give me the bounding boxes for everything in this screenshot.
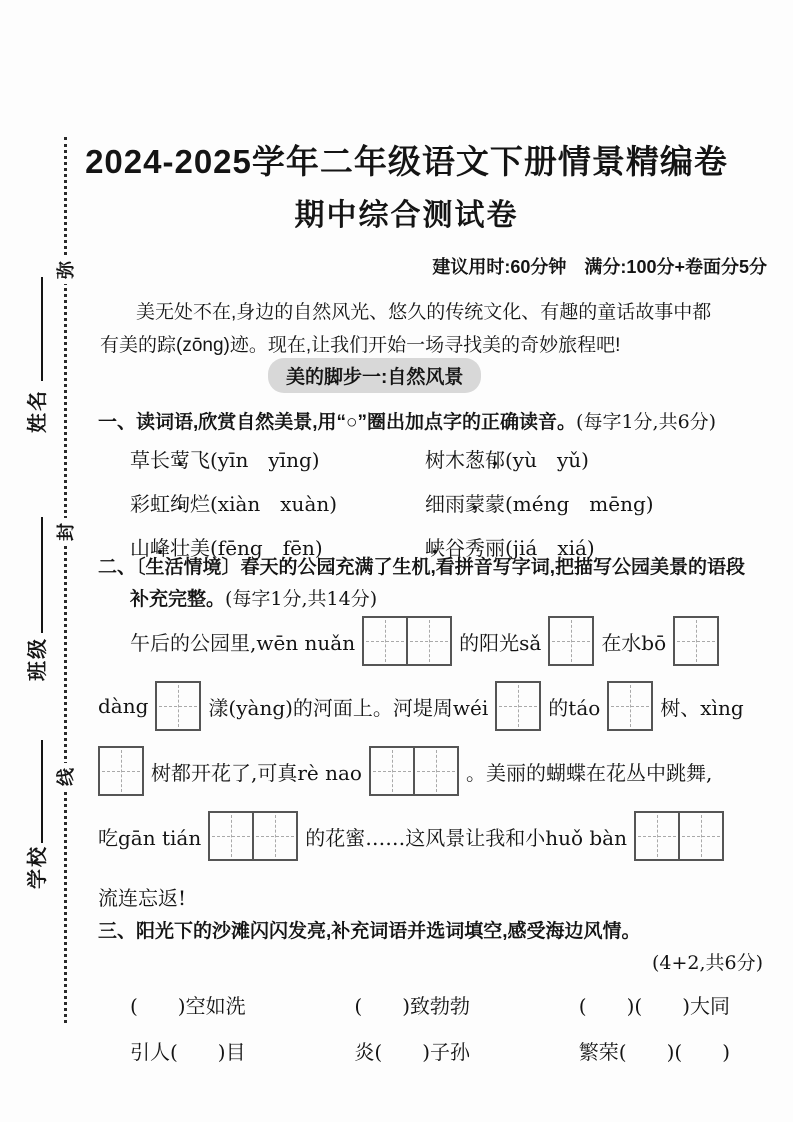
q1-word-grid: [130, 444, 760, 561]
q2-l2-text-d: 树、xìng: [660, 695, 744, 720]
q1-item-6-post: 谷秀丽(jiá xiá): [445, 536, 595, 560]
q2-heading-line1: 二、〔生活情境〕春天的公园充满了生机,看拼音写字词,把描写公园美景的语段: [98, 557, 746, 578]
q1-item-1-post: 飞(yīn yīng): [190, 448, 320, 472]
answer-cell[interactable]: [252, 813, 296, 859]
q2-l4-text-b: 的花蜜……这风景让我和小huǒ bàn: [305, 825, 627, 850]
q1-item-5-dotted-char: 峰 •: [150, 532, 170, 561]
school-blank-line[interactable]: [41, 740, 43, 843]
section-badge: 美的脚步一:自然风景: [268, 358, 481, 393]
q2-l2-text-a: dàng: [98, 694, 149, 718]
q3-fill-row2: [130, 1036, 730, 1065]
q2-passage-line2: [98, 681, 744, 731]
q1-item-1-dotted-char: 莺 •: [170, 444, 190, 473]
q3-phrase-3: ( )( )大同: [578, 994, 730, 1018]
q3-heading: 三、阳光下的沙滩闪闪发亮,补充词语并选词填空,感受海边风情。: [98, 921, 641, 942]
answer-box-1cell[interactable]: [155, 681, 201, 731]
answer-box-2cell[interactable]: [362, 616, 452, 666]
answer-cell[interactable]: [364, 618, 406, 664]
q1-heading: [98, 407, 716, 434]
answer-cell[interactable]: [157, 683, 199, 729]
q2-l2-text-c: 的táo: [548, 695, 601, 720]
answer-cell[interactable]: [675, 618, 717, 664]
q1-points: (每字1分,共6分): [576, 411, 717, 433]
q1-item-5-post: 壮美(fēng fēn): [170, 536, 323, 560]
q2-l5-text: 流连忘返!: [98, 886, 187, 910]
q1-item-4-post: 蒙(méng mēng): [485, 492, 654, 516]
answer-box-2cell[interactable]: [634, 811, 724, 861]
q2-passage-line1: [130, 616, 726, 666]
q2-l1-text-b: 的阳光sǎ: [459, 630, 542, 655]
school-label: 学校: [27, 845, 49, 889]
exam-title-line2: 期中综合测试卷: [294, 199, 519, 232]
q1-item-6-dotted-char: 峡 •: [425, 532, 445, 561]
intro-line2: 有美的踪(zōng)迹。现在,让我们开始一场寻找美的奇妙旅程吧!: [100, 335, 621, 356]
intro-line1: 美无处不在,身边的自然风光、悠久的传统文化、有趣的童话故事中都: [136, 302, 712, 323]
q3-points: (4+2,共6分): [651, 952, 763, 974]
q1-item-4-pre: 细雨: [425, 492, 465, 516]
answer-cell[interactable]: [413, 748, 457, 794]
q2-l2-text-b: 漾(yàng)的河面上。河堤周wéi: [208, 695, 489, 720]
q3-phrase-4: 引人( )目: [130, 1040, 246, 1064]
name-blank-line[interactable]: [41, 277, 43, 381]
q1-item-4: [425, 488, 760, 517]
q2-l3-text-b: 。美丽的蝴蝶在花丛中跳舞,: [465, 760, 713, 785]
q2-l1-text-c: 在水bō: [601, 630, 667, 655]
name-label: 姓名: [27, 389, 49, 433]
answer-box-1cell[interactable]: [495, 681, 541, 731]
exam-title-line1: 2024-2025学年二年级语文下册情景精编卷: [85, 143, 728, 180]
q1-item-2-pre: 树木葱: [425, 448, 485, 472]
answer-cell[interactable]: [210, 813, 252, 859]
answer-box-2cell[interactable]: [208, 811, 298, 861]
q2-passage-line3: [98, 746, 712, 796]
q1-item-3: [130, 488, 425, 517]
q1-item-1: [130, 444, 425, 473]
q1-item-2-post: (yù yǔ): [505, 448, 589, 472]
seal-char-xian: 线: [54, 763, 78, 791]
answer-box-1cell[interactable]: [607, 681, 653, 731]
q1-heading-text: 一、读词语,欣赏自然美景,用“○”圈出加点字的正确读音。: [98, 412, 577, 433]
q3-phrase-2: ( )致勃勃: [354, 994, 470, 1018]
q1-item-3-pre: 彩虹: [130, 492, 170, 516]
q3-phrase-1: ( )空如洗: [130, 994, 246, 1018]
q2-l1-text-a: 午后的公园里,wēn nuǎn: [130, 630, 356, 655]
q2-passage-line4: [98, 811, 731, 861]
answer-cell[interactable]: [497, 683, 539, 729]
q2-points: (每字1分,共14分): [225, 588, 378, 610]
q2-heading-line2-text: 补充完整。: [130, 589, 226, 610]
q1-item-3-dotted-char: 绚 •: [170, 488, 190, 517]
q1-item-2-dotted-char: 郁 •: [485, 444, 505, 473]
q1-item-4-dotted-char: 蒙 •: [465, 488, 485, 517]
q1-item-2: [425, 444, 760, 473]
answer-box-1cell[interactable]: [98, 746, 144, 796]
answer-cell[interactable]: [100, 748, 142, 794]
answer-box-1cell[interactable]: [673, 616, 719, 666]
class-blank-line[interactable]: [41, 517, 43, 633]
q1-item-5-pre: 山: [130, 536, 150, 560]
answer-cell[interactable]: [371, 748, 413, 794]
answer-box-2cell[interactable]: [369, 746, 459, 796]
seal-char-mi: 弥: [54, 256, 78, 284]
answer-cell[interactable]: [678, 813, 722, 859]
q1-item-1-pre: 草长: [130, 448, 170, 472]
exam-meta-info: 建议用时:60分钟 满分:100分+卷面分5分: [432, 257, 767, 277]
q2-heading-line2: [130, 584, 377, 611]
answer-cell[interactable]: [609, 683, 651, 729]
class-label: 班级: [27, 637, 49, 681]
answer-cell[interactable]: [636, 813, 678, 859]
seal-char-feng: 封: [54, 518, 78, 546]
q3-phrase-5: 炎( )子孙: [354, 1040, 470, 1064]
q3-phrase-6: 繁荣( )( ): [578, 1040, 730, 1064]
q1-item-3-post: 烂(xiàn xuàn): [190, 492, 338, 516]
q2-l3-text-a: 树都开花了,可真rè nao: [151, 760, 362, 785]
q2-passage-line5: [98, 882, 186, 911]
answer-cell[interactable]: [406, 618, 450, 664]
q3-fill-row1: [130, 990, 730, 1019]
answer-box-1cell[interactable]: [548, 616, 594, 666]
answer-cell[interactable]: [550, 618, 592, 664]
q2-l4-text-a: 吃gān tián: [98, 825, 202, 850]
